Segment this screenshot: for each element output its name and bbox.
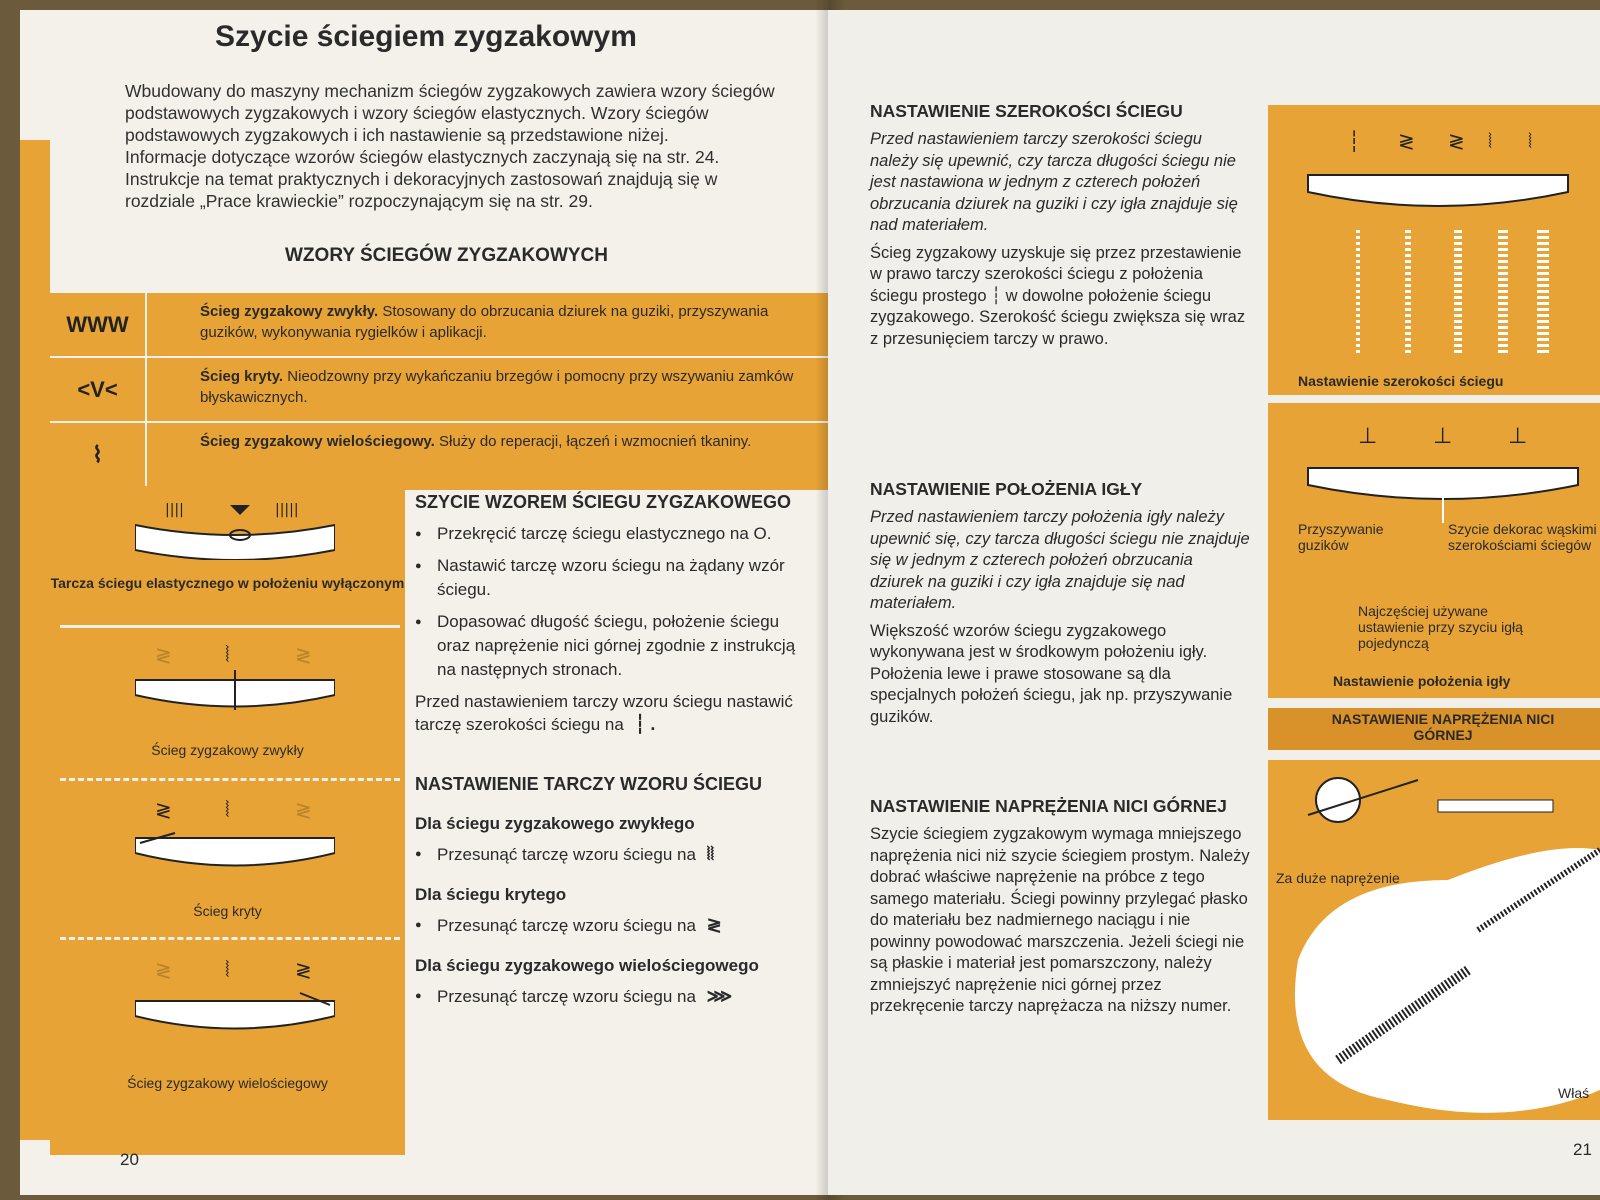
blind-caption: Ścieg kryty: [193, 903, 262, 919]
zigzag-dial-icon: [135, 640, 335, 720]
svg-text:≷: ≷: [1398, 129, 1415, 153]
svg-text:⦚: ⦚: [225, 643, 230, 668]
needle-diagram-panel: [1268, 403, 1600, 698]
svg-text:⦚: ⦚: [1528, 129, 1533, 153]
pattern-row: [50, 358, 830, 423]
dial-off-panel: [50, 490, 405, 625]
needle-body: Większość wzorów ściegu zygzakowego wykonywana jest w środkowym położeniu igły. Położenia lewe i prawe stosowane są dla specjalnych położeń ściegu, jak np. przyszywanie guzików.: [870, 621, 1233, 726]
section2-bullet: [415, 913, 805, 938]
divider: [60, 625, 400, 628]
zigzag-panel: [50, 630, 405, 775]
svg-text:≷: ≷: [155, 798, 172, 822]
too-high-caption: Za duże naprężenie: [1276, 870, 1400, 886]
blind-stitch-icon: <V<: [50, 358, 147, 421]
section2-heading: NASTAWIENIE TARCZY WZORU ŚCIEGU: [415, 774, 763, 794]
svg-text:⊥: ⊥: [1358, 424, 1378, 449]
blind-pattern-icon: ≷: [706, 915, 722, 935]
divider: [60, 778, 400, 781]
needle-heading: NASTAWIENIE POŁOŻENIA IGŁY: [870, 479, 1143, 499]
needle-dial-icon: [1298, 413, 1588, 523]
fabric-sample-icon: [1268, 760, 1600, 1120]
common-caption: Najczęściej używane ustawienie przy szyciu igłą pojedynczą: [1358, 603, 1523, 651]
instructions-column: [415, 490, 805, 1017]
section1-bullet: ● Przekręcić tarczę ściegu elastycznego na O.: [415, 522, 805, 546]
zigzag-pattern-icon: ⦚⦚: [706, 844, 715, 864]
pattern-name: Ścieg zygzakowy wielościegowy.: [200, 433, 435, 450]
svg-text:||||: ||||: [165, 502, 184, 518]
straight-stitch-icon: ┆ .: [634, 714, 656, 734]
zigzag-dense-icon: WWW: [50, 293, 147, 356]
section2-bullet-text: Przesunąć tarczę wzoru ściegu na: [437, 987, 696, 1006]
svg-text:⦚: ⦚: [225, 958, 230, 983]
intro-paragraph-2: Informacje dotyczące wzorów ściegów elastycznych zaczynają się na str. 24. Instrukcje na temat praktycznych i dekoracyjnych zastosowań znajdują się w rozdziale „Prace krawieckie” rozpoczynającym się na str. 29.: [125, 147, 720, 211]
pattern-desc: Stosowany do obrzucania dziurek na guziki, przyszywania guzików, wykonywania rygielków i aplikacji.: [200, 303, 769, 341]
svg-text:┆: ┆: [1348, 129, 1361, 153]
pattern-text: [200, 431, 810, 452]
left-edge-stripe: [20, 140, 50, 1140]
pattern-desc: Służy do reperacji, łączeń i wzmocnień tkaniny.: [438, 433, 752, 450]
section1-note: [415, 690, 805, 736]
svg-text:|||||: |||||: [275, 502, 299, 518]
pattern-text: [200, 366, 810, 408]
buttons-caption: Przyszywanie guzików: [1298, 521, 1384, 553]
multi-dial-icon: [135, 953, 335, 1043]
section1-bullet: ● Dopasować długość ściegu, położenie ściegu oraz naprężenie nici górnej zgodnie z instrukcją na następnych stronach.: [415, 610, 805, 682]
needle-italic: Przed nastawieniem tarczy położenia igły należy upewnić się, czy tarcza długości ściegu nie znajduje się w jednym z czterech położeń obrzucania dziurek na guziki i czy igła znajduje się nad materiałem.: [870, 508, 1250, 612]
page-title: Szycie ściegiem zygzakowym: [215, 20, 637, 53]
tension-section: [870, 795, 1250, 1024]
left-page: [20, 10, 830, 1195]
tension-caption-bar: [1268, 708, 1600, 750]
tension-diagram-panel: [1268, 760, 1600, 1120]
section2-bullet-text: Przesunąć tarczę wzoru ściegu na: [437, 845, 696, 864]
pattern-row: [50, 423, 830, 486]
section2-bullet: [415, 984, 805, 1009]
width-body: Ścieg zygzakowy uzyskuje się przez przestawienie w prawo tarczy szerokości ściegu z położenia ściegu prostego ┆ w dowolne położenie ściegu zygzakowego. Szerokość ściegu zwiększa się wraz z przesunięciem tarczy w prawo.: [870, 243, 1246, 348]
width-italic: Przed nastawieniem tarczy szerokości ściegu należy się upewnić, czy tarcza długości ściegu nie jest nastawiona w jednym z czterech położeń obrzucania dziurek na guziki i czy igła znajduje się nad materiałem.: [870, 130, 1238, 234]
pattern-name: Ścieg kryty.: [200, 368, 284, 385]
width-diagram-panel: [1268, 105, 1600, 395]
stitch-dial-icon: [135, 500, 335, 560]
patterns-table: [50, 293, 830, 490]
tension-heading: NASTAWIENIE NAPRĘŻENIA NICI GÓRNEJ: [870, 796, 1227, 816]
intro-text: [125, 80, 775, 212]
multi-zigzag-icon: ⌇: [50, 423, 147, 486]
blind-dial-icon: [135, 793, 335, 878]
svg-text:⦚: ⦚: [225, 798, 230, 823]
section1-heading: SZYCIE WZOREM ŚCIEGU ZYGZAKOWEGO: [415, 492, 792, 512]
section2-sub: Dla ściegu zygzakowego wielościegowego: [415, 956, 759, 975]
pattern-name: Ścieg zygzakowy zwykły.: [200, 303, 379, 320]
svg-text:≷: ≷: [155, 643, 172, 667]
width-dial-icon: [1288, 120, 1588, 360]
width-section: [870, 100, 1250, 356]
pattern-row: [50, 293, 830, 358]
section2-bullet-text: Przesunąć tarczę wzoru ściegu na: [437, 916, 696, 935]
multi-pattern-icon: ⋙: [706, 986, 733, 1006]
decor-caption: Szycie dekorac wąskimi szerokościami ściegów: [1448, 521, 1597, 553]
needle-section: [870, 478, 1250, 734]
svg-text:≷: ≷: [1448, 129, 1465, 153]
right-page: [828, 10, 1600, 1195]
page-number: 21: [1573, 1140, 1592, 1159]
multi-caption: Ścieg zygzakowy wielościegowy: [127, 1075, 328, 1091]
page-number: 20: [120, 1150, 139, 1169]
svg-text:⦚: ⦚: [1488, 129, 1493, 153]
svg-text:≷: ≷: [155, 958, 172, 982]
tension-body: Szycie ściegiem zygzakowym wymaga mniejszego naprężenia nici niż szycie ściegiem prostym. Należy dobrać właściwe naprężenie na próbce z tego samego materiału. Ściegi powinny przylegać płasko do materiału bez nadmiernego naciągu i nie powinny powodować marszczenia. Jeżeli ściegi nie są płaskie i materiał jest pomarszczony, należy zmniejszyć naprężenie nici górnej przez przekręcenie tarczy naprężacza na niższy numer.: [870, 825, 1250, 1015]
zigzag-caption: Ścieg zygzakowy zwykły: [151, 742, 304, 758]
needle-caption: Nastawienie położenia igły: [1333, 673, 1511, 689]
dial-off-caption: Tarcza ściegu elastycznego w położeniu wyłączonym: [50, 575, 405, 591]
intro-paragraph-1: Wbudowany do maszyny mechanizm ściegów zygzakowych zawiera wzory ściegów podstawowych zygzakowych i wzory ściegów elastycznych. Wzory ściegów podstawowych zygzakowych i ich nastawienie są przedstawione niżej.: [125, 81, 775, 145]
divider: [60, 937, 400, 940]
section1-bullet: ● Nastawić tarczę wzoru ściegu na żądany wzór ściegu.: [415, 554, 805, 602]
section2-sub: Dla ściegu zygzakowego zwykłego: [415, 814, 695, 833]
proper-caption: Właś: [1558, 1085, 1590, 1101]
pattern-desc: Nieodzowny przy wykańczaniu brzegów i pomocny przy wszywaniu zamków błyskawicznych.: [200, 368, 794, 406]
width-heading: NASTAWIENIE SZEROKOŚCI ŚCIEGU: [870, 101, 1183, 121]
section1-note-text: Przed nastawieniem tarczy wzoru ściegu nastawić tarczę szerokości ściegu na: [415, 692, 793, 734]
pattern-text: [200, 301, 810, 343]
svg-text:≷: ≷: [295, 958, 312, 982]
svg-text:⊥: ⊥: [1508, 424, 1528, 449]
blind-panel: [50, 785, 405, 935]
svg-text:≷: ≷: [295, 798, 312, 822]
svg-text:≷: ≷: [295, 643, 312, 667]
section2-sub: Dla ściegu krytego: [415, 885, 567, 904]
section2-bullet: [415, 842, 805, 867]
dial-diagrams-column: [50, 490, 405, 1155]
multi-panel: [50, 945, 405, 1125]
patterns-heading: WZORY ŚCIEGÓW ZYGZAKOWYCH: [285, 245, 608, 266]
width-caption: Nastawienie szerokości ściegu: [1298, 373, 1504, 389]
tension-caption-heading: NASTAWIENIE NAPRĘŻENIA NICI GÓRNEJ: [1331, 711, 1555, 743]
svg-text:⊥: ⊥: [1433, 424, 1453, 449]
